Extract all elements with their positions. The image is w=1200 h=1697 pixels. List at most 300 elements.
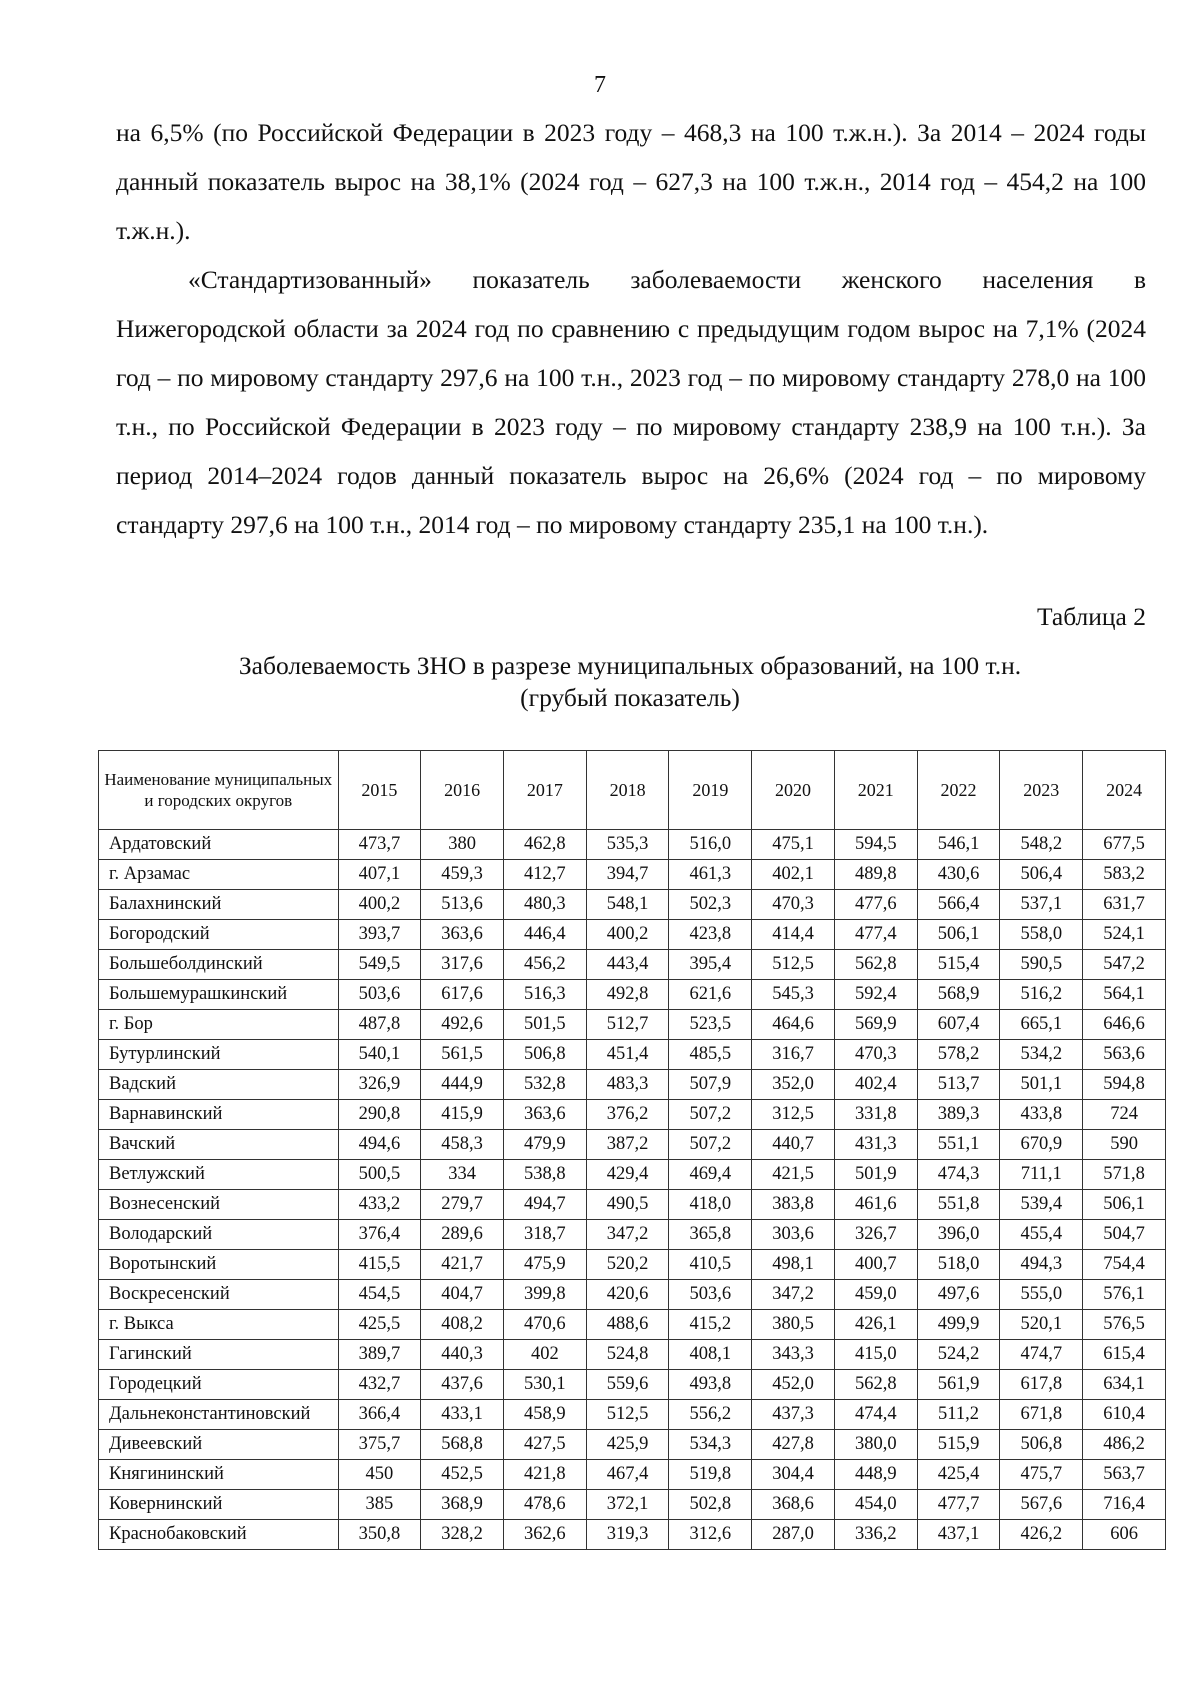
table-cell: 421,7 xyxy=(421,1250,504,1280)
table-cell: 458,3 xyxy=(421,1130,504,1160)
table-cell: 452,5 xyxy=(421,1460,504,1490)
table-cell: 501,9 xyxy=(834,1160,917,1190)
table-title-line-1: Заболеваемость ЗНО в разрезе муниципальных образований, на 100 т.н. xyxy=(238,651,1022,680)
table-cell: 634,1 xyxy=(1083,1370,1166,1400)
table-cell: 592,4 xyxy=(834,980,917,1010)
table-cell: 499,9 xyxy=(917,1310,1000,1340)
table-cell: 423,8 xyxy=(669,920,752,950)
table-cell: 556,2 xyxy=(669,1400,752,1430)
table-cell: 380,0 xyxy=(834,1430,917,1460)
table-cell: 545,3 xyxy=(752,980,835,1010)
table-cell: 563,7 xyxy=(1083,1460,1166,1490)
table-cell: 326,9 xyxy=(338,1070,421,1100)
table-cell: 492,6 xyxy=(421,1010,504,1040)
municipality-name: Гагинский xyxy=(99,1340,339,1370)
table-cell: 568,9 xyxy=(917,980,1000,1010)
table-cell: 366,4 xyxy=(338,1400,421,1430)
table-cell: 537,1 xyxy=(1000,890,1083,920)
table-cell: 665,1 xyxy=(1000,1010,1083,1040)
table-cell: 559,6 xyxy=(586,1370,669,1400)
table-cell: 387,2 xyxy=(586,1130,669,1160)
table-cell: 583,2 xyxy=(1083,860,1166,890)
table-cell: 328,2 xyxy=(421,1520,504,1550)
municipality-name: Вознесенский xyxy=(99,1190,339,1220)
table-cell: 503,6 xyxy=(338,980,421,1010)
table-cell: 489,8 xyxy=(834,860,917,890)
table-cell: 402,4 xyxy=(834,1070,917,1100)
table-cell: 462,8 xyxy=(503,830,586,860)
table-cell: 497,6 xyxy=(917,1280,1000,1310)
table-cell: 448,9 xyxy=(834,1460,917,1490)
paragraph-standardized-rate: «Стандартизованный» показатель заболеваемости женского населения в Нижегородской области за 2024 год по сравнению с предыдущим годом вырос на 7,1% (2024 год – по мировому стандарту 297,6 на 100 т.н., 2023 год – по мировому стандарту 278,0 на 100 т.н., по Российской Федерации в 2023 году – по мировому стандарту 238,9 на 100 т.н.). За период 2014–2024 годов данный показатель вырос на 26,6% (2024 год – по мировому стандарту 297,6 на 100 т.н., 2014 год – по мировому стандарту 235,1 на 100 т.н.). xyxy=(116,265,1146,539)
table-cell: 437,1 xyxy=(917,1520,1000,1550)
table-body xyxy=(99,830,1166,1550)
table-cell: 494,7 xyxy=(503,1190,586,1220)
table-cell: 408,2 xyxy=(421,1310,504,1340)
table-cell: 516,3 xyxy=(503,980,586,1010)
table-cell: 400,2 xyxy=(586,920,669,950)
table-cell: 488,6 xyxy=(586,1310,669,1340)
table-cell: 523,5 xyxy=(669,1010,752,1040)
table-cell: 504,7 xyxy=(1083,1220,1166,1250)
table-cell: 475,9 xyxy=(503,1250,586,1280)
table-cell: 425,4 xyxy=(917,1460,1000,1490)
table-cell: 547,2 xyxy=(1083,950,1166,980)
table-cell: 473,7 xyxy=(338,830,421,860)
table-cell: 470,3 xyxy=(752,890,835,920)
table-cell: 350,8 xyxy=(338,1520,421,1550)
table-cell: 443,4 xyxy=(586,950,669,980)
table-cell: 415,2 xyxy=(669,1310,752,1340)
table-cell: 343,3 xyxy=(752,1340,835,1370)
table-cell: 474,3 xyxy=(917,1160,1000,1190)
table-cell: 503,6 xyxy=(669,1280,752,1310)
table-cell: 467,4 xyxy=(586,1460,669,1490)
table-cell: 376,2 xyxy=(586,1100,669,1130)
table-cell: 437,3 xyxy=(752,1400,835,1430)
table-cell: 459,3 xyxy=(421,860,504,890)
table-cell: 461,6 xyxy=(834,1190,917,1220)
table-cell: 540,1 xyxy=(338,1040,421,1070)
table-cell: 724 xyxy=(1083,1100,1166,1130)
table-cell: 512,7 xyxy=(586,1010,669,1040)
table-cell: 569,9 xyxy=(834,1010,917,1040)
table-cell: 590 xyxy=(1083,1130,1166,1160)
table-cell: 551,8 xyxy=(917,1190,1000,1220)
table-cell: 535,3 xyxy=(586,830,669,860)
table-cell: 319,3 xyxy=(586,1520,669,1550)
table-row xyxy=(99,860,1166,890)
table-row xyxy=(99,1370,1166,1400)
table-cell: 402,1 xyxy=(752,860,835,890)
table-cell: 303,6 xyxy=(752,1220,835,1250)
municipality-name: г. Бор xyxy=(99,1010,339,1040)
municipality-name: Воскресенский xyxy=(99,1280,339,1310)
table-cell: 479,9 xyxy=(503,1130,586,1160)
table-cell: 677,5 xyxy=(1083,830,1166,860)
municipality-name: Дальнеконстантиновский xyxy=(99,1400,339,1430)
table-cell: 621,6 xyxy=(669,980,752,1010)
table-cell: 501,1 xyxy=(1000,1070,1083,1100)
table-cell: 548,1 xyxy=(586,890,669,920)
table-row xyxy=(99,1190,1166,1220)
table-cell: 363,6 xyxy=(421,920,504,950)
table-cell: 433,1 xyxy=(421,1400,504,1430)
municipality-name: Дивеевский xyxy=(99,1430,339,1460)
column-header-year: 2020 xyxy=(752,751,835,830)
table-cell: 561,5 xyxy=(421,1040,504,1070)
table-cell: 365,8 xyxy=(669,1220,752,1250)
table-cell: 396,0 xyxy=(917,1220,1000,1250)
table-caption: Таблица 2 xyxy=(1036,602,1146,631)
column-header-year: 2021 xyxy=(834,751,917,830)
municipality-name: Воротынский xyxy=(99,1250,339,1280)
table-row xyxy=(99,1250,1166,1280)
table-cell: 571,8 xyxy=(1083,1160,1166,1190)
table-cell: 568,8 xyxy=(421,1430,504,1460)
table-cell: 470,6 xyxy=(503,1310,586,1340)
table-cell: 506,8 xyxy=(503,1040,586,1070)
table-cell: 395,4 xyxy=(669,950,752,980)
table-cell: 549,5 xyxy=(338,950,421,980)
table-cell: 562,8 xyxy=(834,950,917,980)
table-cell: 425,5 xyxy=(338,1310,421,1340)
table-cell: 477,4 xyxy=(834,920,917,950)
table-row xyxy=(99,1460,1166,1490)
table-header-row xyxy=(99,751,1166,830)
table-cell: 440,3 xyxy=(421,1340,504,1370)
table-cell: 520,1 xyxy=(1000,1310,1083,1340)
table-cell: 433,2 xyxy=(338,1190,421,1220)
table-cell: 427,5 xyxy=(503,1430,586,1460)
table-cell: 519,8 xyxy=(669,1460,752,1490)
table-cell: 304,4 xyxy=(752,1460,835,1490)
table-cell: 610,4 xyxy=(1083,1400,1166,1430)
table-row xyxy=(99,980,1166,1010)
table-cell: 477,6 xyxy=(834,890,917,920)
table-cell: 440,7 xyxy=(752,1130,835,1160)
table-cell: 506,1 xyxy=(1083,1190,1166,1220)
table-cell: 375,7 xyxy=(338,1430,421,1460)
municipality-name: Ветлужский xyxy=(99,1160,339,1190)
table-cell: 631,7 xyxy=(1083,890,1166,920)
table-cell: 494,6 xyxy=(338,1130,421,1160)
table-cell: 670,9 xyxy=(1000,1130,1083,1160)
municipality-name: Княгининский xyxy=(99,1460,339,1490)
table-cell: 513,6 xyxy=(421,890,504,920)
table-cell: 400,7 xyxy=(834,1250,917,1280)
table-cell: 399,8 xyxy=(503,1280,586,1310)
table-cell: 486,2 xyxy=(1083,1430,1166,1460)
table-cell: 534,2 xyxy=(1000,1040,1083,1070)
municipality-name: Большеболдинский xyxy=(99,950,339,980)
table-cell: 478,6 xyxy=(503,1490,586,1520)
table-row xyxy=(99,1070,1166,1100)
column-header-year: 2016 xyxy=(421,751,504,830)
table-cell: 287,0 xyxy=(752,1520,835,1550)
municipality-name: Володарский xyxy=(99,1220,339,1250)
table-cell: 566,4 xyxy=(917,890,1000,920)
column-header-year: 2017 xyxy=(503,751,586,830)
municipality-name: Вадский xyxy=(99,1070,339,1100)
table-cell: 352,0 xyxy=(752,1070,835,1100)
table-cell: 578,2 xyxy=(917,1040,1000,1070)
table-row xyxy=(99,1490,1166,1520)
table-cell: 363,6 xyxy=(503,1100,586,1130)
table-row xyxy=(99,1340,1166,1370)
table-cell: 551,1 xyxy=(917,1130,1000,1160)
table-cell: 433,8 xyxy=(1000,1100,1083,1130)
table-cell: 450 xyxy=(338,1460,421,1490)
table-cell: 567,6 xyxy=(1000,1490,1083,1520)
table-cell: 437,6 xyxy=(421,1370,504,1400)
table-cell: 561,9 xyxy=(917,1370,1000,1400)
table-row xyxy=(99,950,1166,980)
table-cell: 408,1 xyxy=(669,1340,752,1370)
table-cell: 532,8 xyxy=(503,1070,586,1100)
table-cell: 380,5 xyxy=(752,1310,835,1340)
table-cell: 455,4 xyxy=(1000,1220,1083,1250)
table-cell: 538,8 xyxy=(503,1160,586,1190)
table-title xyxy=(100,650,1160,714)
table-cell: 502,8 xyxy=(669,1490,752,1520)
municipality-name: Городецкий xyxy=(99,1370,339,1400)
table-cell: 451,4 xyxy=(586,1040,669,1070)
table-cell: 594,8 xyxy=(1083,1070,1166,1100)
table-cell: 415,9 xyxy=(421,1100,504,1130)
table-cell: 475,7 xyxy=(1000,1460,1083,1490)
municipality-name: Бутурлинский xyxy=(99,1040,339,1070)
table-cell: 432,7 xyxy=(338,1370,421,1400)
table-cell: 534,3 xyxy=(669,1430,752,1460)
table-cell: 716,4 xyxy=(1083,1490,1166,1520)
table-cell: 454,0 xyxy=(834,1490,917,1520)
table-cell: 400,2 xyxy=(338,890,421,920)
table-cell: 483,3 xyxy=(586,1070,669,1100)
table-cell: 671,8 xyxy=(1000,1400,1083,1430)
table-cell: 289,6 xyxy=(421,1220,504,1250)
table-cell: 480,3 xyxy=(503,890,586,920)
table-cell: 415,5 xyxy=(338,1250,421,1280)
municipality-name: Ковернинский xyxy=(99,1490,339,1520)
municipality-name: г. Арзамас xyxy=(99,860,339,890)
column-header-year: 2022 xyxy=(917,751,1000,830)
table-cell: 336,2 xyxy=(834,1520,917,1550)
table-cell: 506,8 xyxy=(1000,1430,1083,1460)
table-cell: 507,9 xyxy=(669,1070,752,1100)
table-cell: 617,6 xyxy=(421,980,504,1010)
table-cell: 607,4 xyxy=(917,1010,1000,1040)
table-cell: 558,0 xyxy=(1000,920,1083,950)
table-cell: 421,8 xyxy=(503,1460,586,1490)
table-cell: 431,3 xyxy=(834,1130,917,1160)
table-cell: 415,0 xyxy=(834,1340,917,1370)
table-cell: 427,8 xyxy=(752,1430,835,1460)
table-cell: 414,4 xyxy=(752,920,835,950)
table-cell: 458,9 xyxy=(503,1400,586,1430)
table-cell: 563,6 xyxy=(1083,1040,1166,1070)
municipality-name: Ардатовский xyxy=(99,830,339,860)
table-cell: 452,0 xyxy=(752,1370,835,1400)
table-cell: 380 xyxy=(421,830,504,860)
table-cell: 362,6 xyxy=(503,1520,586,1550)
table-row xyxy=(99,1130,1166,1160)
table-cell: 524,1 xyxy=(1083,920,1166,950)
table-cell: 279,7 xyxy=(421,1190,504,1220)
table-cell: 507,2 xyxy=(669,1130,752,1160)
table-cell: 469,4 xyxy=(669,1160,752,1190)
table-cell: 500,5 xyxy=(338,1160,421,1190)
table-row xyxy=(99,1430,1166,1460)
table-cell: 506,1 xyxy=(917,920,1000,950)
municipality-name: Богородский xyxy=(99,920,339,950)
table-cell: 492,8 xyxy=(586,980,669,1010)
table-cell: 474,4 xyxy=(834,1400,917,1430)
table-cell: 421,5 xyxy=(752,1160,835,1190)
table-cell: 430,6 xyxy=(917,860,1000,890)
table-cell: 617,8 xyxy=(1000,1370,1083,1400)
table-cell: 515,9 xyxy=(917,1430,1000,1460)
table-cell: 317,6 xyxy=(421,950,504,980)
table-cell: 490,5 xyxy=(586,1190,669,1220)
table-row xyxy=(99,920,1166,950)
table-cell: 524,8 xyxy=(586,1340,669,1370)
table-cell: 404,7 xyxy=(421,1280,504,1310)
table-cell: 402 xyxy=(503,1340,586,1370)
table-cell: 530,1 xyxy=(503,1370,586,1400)
municipality-name: Балахнинский xyxy=(99,890,339,920)
table-cell: 372,1 xyxy=(586,1490,669,1520)
table-row xyxy=(99,1010,1166,1040)
table-cell: 494,3 xyxy=(1000,1250,1083,1280)
table-cell: 475,1 xyxy=(752,830,835,860)
table-cell: 410,5 xyxy=(669,1250,752,1280)
table-cell: 474,7 xyxy=(1000,1340,1083,1370)
table-cell: 512,5 xyxy=(586,1400,669,1430)
table-cell: 368,6 xyxy=(752,1490,835,1520)
table-cell: 461,3 xyxy=(669,860,752,890)
table-cell: 576,1 xyxy=(1083,1280,1166,1310)
table-cell: 539,4 xyxy=(1000,1190,1083,1220)
table-cell: 420,6 xyxy=(586,1280,669,1310)
table-cell: 513,7 xyxy=(917,1070,1000,1100)
table-cell: 326,7 xyxy=(834,1220,917,1250)
table-cell: 555,0 xyxy=(1000,1280,1083,1310)
table-cell: 368,9 xyxy=(421,1490,504,1520)
table-cell: 501,5 xyxy=(503,1010,586,1040)
table-cell: 347,2 xyxy=(752,1280,835,1310)
table-cell: 389,7 xyxy=(338,1340,421,1370)
table-cell: 426,1 xyxy=(834,1310,917,1340)
table-cell: 316,7 xyxy=(752,1040,835,1070)
table-cell: 331,8 xyxy=(834,1100,917,1130)
municipality-name: Вачский xyxy=(99,1130,339,1160)
table-cell: 383,8 xyxy=(752,1190,835,1220)
table-cell: 562,8 xyxy=(834,1370,917,1400)
column-header-year: 2024 xyxy=(1083,751,1166,830)
table-cell: 498,1 xyxy=(752,1250,835,1280)
municipality-name: Краснобаковский xyxy=(99,1520,339,1550)
table-cell: 512,5 xyxy=(752,950,835,980)
table-cell: 576,5 xyxy=(1083,1310,1166,1340)
table-cell: 518,0 xyxy=(917,1250,1000,1280)
table-cell: 470,3 xyxy=(834,1040,917,1070)
table-cell: 754,4 xyxy=(1083,1250,1166,1280)
table-cell: 418,0 xyxy=(669,1190,752,1220)
municipality-name: г. Выкса xyxy=(99,1310,339,1340)
column-header-year: 2019 xyxy=(669,751,752,830)
body-text xyxy=(116,108,1146,549)
table-cell: 459,0 xyxy=(834,1280,917,1310)
table-cell: 516,0 xyxy=(669,830,752,860)
table-cell: 485,5 xyxy=(669,1040,752,1070)
table-cell: 507,2 xyxy=(669,1100,752,1130)
table-cell: 290,8 xyxy=(338,1100,421,1130)
table-cell: 393,7 xyxy=(338,920,421,950)
column-header-year: 2018 xyxy=(586,751,669,830)
column-header-year: 2023 xyxy=(1000,751,1083,830)
table-cell: 564,1 xyxy=(1083,980,1166,1010)
table-row xyxy=(99,1310,1166,1340)
table-cell: 502,3 xyxy=(669,890,752,920)
municipality-name: Большемурашкинский xyxy=(99,980,339,1010)
table-row xyxy=(99,1520,1166,1550)
table-row xyxy=(99,1280,1166,1310)
table-cell: 546,1 xyxy=(917,830,1000,860)
table-row xyxy=(99,1040,1166,1070)
table-cell: 376,4 xyxy=(338,1220,421,1250)
table-cell: 615,4 xyxy=(1083,1340,1166,1370)
table-cell: 594,5 xyxy=(834,830,917,860)
table-row xyxy=(99,830,1166,860)
column-header-year: 2015 xyxy=(338,751,421,830)
table-cell: 464,6 xyxy=(752,1010,835,1040)
table-row xyxy=(99,1220,1166,1250)
table-row xyxy=(99,1400,1166,1430)
column-header-name: Наименование муниципальных и городских округов xyxy=(99,751,339,830)
table-cell: 312,5 xyxy=(752,1100,835,1130)
table-row xyxy=(99,890,1166,920)
table-cell: 429,4 xyxy=(586,1160,669,1190)
table-cell: 394,7 xyxy=(586,860,669,890)
table-cell: 487,8 xyxy=(338,1010,421,1040)
table-cell: 515,4 xyxy=(917,950,1000,980)
table-cell: 456,2 xyxy=(503,950,586,980)
table-cell: 407,1 xyxy=(338,860,421,890)
table-cell: 506,4 xyxy=(1000,860,1083,890)
table-cell: 477,7 xyxy=(917,1490,1000,1520)
table-cell: 334 xyxy=(421,1160,504,1190)
table-cell: 347,2 xyxy=(586,1220,669,1250)
table-cell: 318,7 xyxy=(503,1220,586,1250)
table-cell: 425,9 xyxy=(586,1430,669,1460)
paragraph-continuation: на 6,5% (по Российской Федерации в 2023 году – 468,3 на 100 т.ж.н.). За 2014 – 2024 годы данный показатель вырос на 38,1% (2024 год – 627,3 на 100 т.ж.н., 2014 год – 454,2 на 100 т.ж.н.). xyxy=(116,118,1146,245)
table-cell: 446,4 xyxy=(503,920,586,950)
table-cell: 493,8 xyxy=(669,1370,752,1400)
table-cell: 511,2 xyxy=(917,1400,1000,1430)
table-cell: 444,9 xyxy=(421,1070,504,1100)
table-cell: 646,6 xyxy=(1083,1010,1166,1040)
table-cell: 426,2 xyxy=(1000,1520,1083,1550)
table-cell: 590,5 xyxy=(1000,950,1083,980)
table-cell: 389,3 xyxy=(917,1100,1000,1130)
table-cell: 711,1 xyxy=(1000,1160,1083,1190)
table-cell: 524,2 xyxy=(917,1340,1000,1370)
table-cell: 548,2 xyxy=(1000,830,1083,860)
table-title-line-2: (грубый показатель) xyxy=(520,683,740,712)
table-cell: 516,2 xyxy=(1000,980,1083,1010)
incidence-table xyxy=(98,750,1166,1550)
